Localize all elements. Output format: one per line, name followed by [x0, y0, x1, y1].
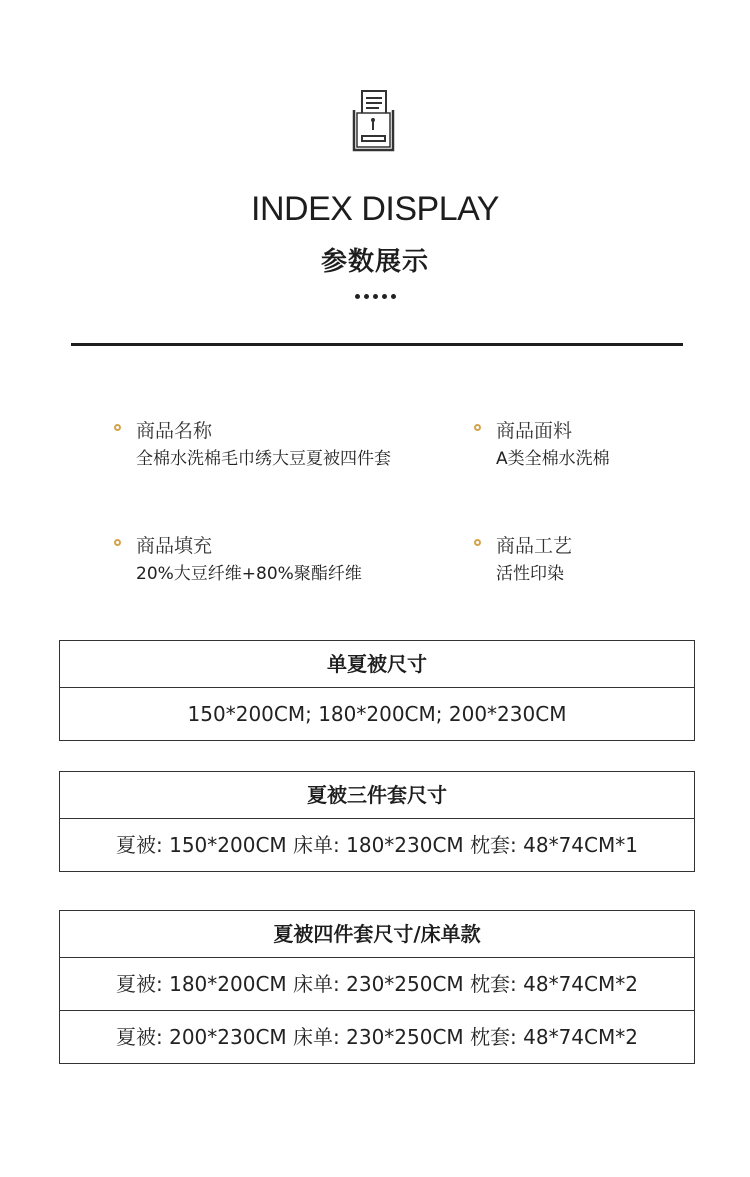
spec-value: 活性印染: [496, 564, 564, 584]
table-title: 夏被三件套尺寸: [60, 772, 694, 819]
bullet-icon: [474, 539, 481, 546]
spec-label: 商品填充: [136, 535, 213, 557]
table-title: 单夏被尺寸: [60, 641, 694, 688]
spec-value: A类全棉水洗棉: [496, 449, 610, 469]
bullet-icon: [114, 424, 121, 431]
table-row: 夏被: 200*230CM 床单: 230*250CM 枕套: 48*74CM*2: [60, 1010, 694, 1063]
table-row: 150*200CM; 180*200CM; 200*230CM: [187, 702, 567, 726]
spec-value: 全棉水洗棉毛巾绣大豆夏被四件套: [136, 449, 391, 469]
dots-divider: [0, 288, 750, 302]
table-row: 夏被: 180*200CM 床单: 230*250CM 枕套: 48*74CM*2: [116, 972, 638, 996]
spec-value: 20%大豆纤维+80%聚酯纤维: [136, 564, 362, 584]
bullet-icon: [474, 424, 481, 431]
page-title: INDEX DISPLAY: [251, 190, 499, 228]
size-table-four-piece: [59, 910, 695, 1064]
size-table-three-piece: [59, 771, 695, 872]
document-box-icon: [349, 88, 397, 154]
horizontal-rule: [71, 343, 683, 346]
table-row: 夏被: 150*200CM 床单: 180*230CM 枕套: 48*74CM*1: [116, 833, 638, 857]
size-table-single: [59, 640, 695, 741]
spec-label: 商品工艺: [496, 535, 573, 557]
bullet-icon: [114, 539, 121, 546]
spec-label: 商品面料: [496, 420, 573, 442]
table-title: 夏被四件套尺寸/床单款: [60, 911, 694, 958]
spec-label: 商品名称: [136, 420, 213, 442]
page-subtitle: 参数展示: [320, 247, 429, 277]
